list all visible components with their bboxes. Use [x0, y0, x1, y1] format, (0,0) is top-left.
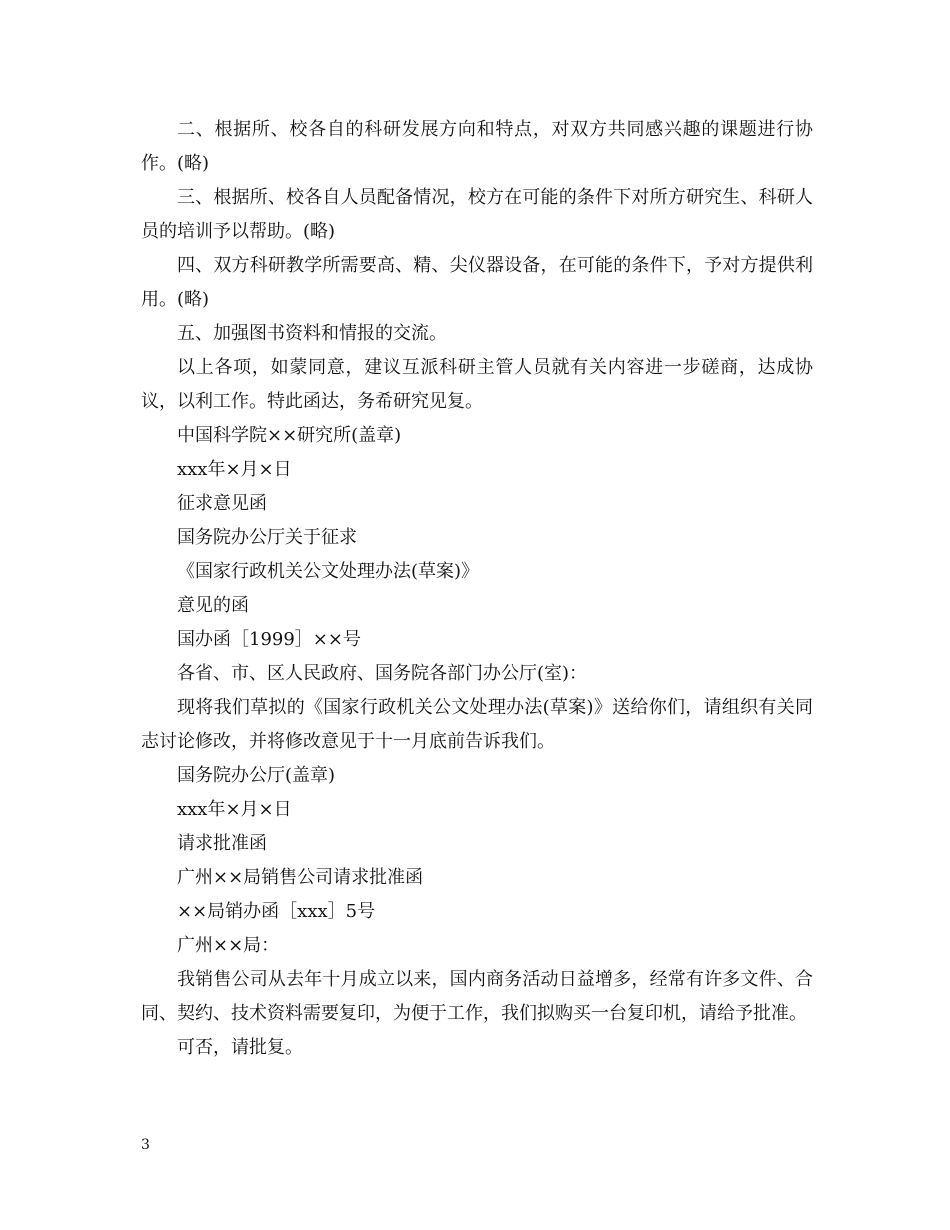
paragraph: 二、根据所、校各自的科研发展方向和特点，对双方共同感兴趣的课题进行协作。(略): [141, 119, 813, 174]
date-line: xxx年×月×日: [177, 459, 292, 480]
section-heading: 征求意见函: [177, 493, 267, 514]
document-number: 国办函［1999］××号: [177, 629, 361, 650]
paragraph: 四、双方科研教学所需要高、精、尖仪器设备，在可能的条件下，予对方提供利用。(略): [141, 255, 813, 310]
recipient-line: 广州××局：: [177, 935, 280, 956]
sender-signature: 国务院办公厅(盖章): [177, 765, 336, 786]
letter-title-line: 广州××局销售公司请求批准函: [177, 867, 424, 888]
sender-signature: 中国科学院××研究所(盖章): [177, 425, 402, 446]
document-body: [141, 113, 813, 1065]
paragraph: 我销售公司从去年十月成立以来，国内商务活动日益增多，经常有许多文件、合同、契约、技术资料需要复印，为便于工作，我们拟购买一台复印机，请给予批准。: [141, 969, 813, 1024]
paragraph: 现将我们草拟的《国家行政机关公文处理办法(草案)》送给你们，请组织有关同志讨论修改，并将修改意见于十一月底前告诉我们。: [141, 697, 813, 752]
section-heading: 请求批准函: [177, 833, 267, 854]
letter-title-line: 意见的函: [177, 595, 249, 616]
page-number: 3: [141, 1137, 150, 1153]
letter-title-line: 国务院办公厅关于征求: [177, 527, 357, 548]
paragraph: 可否，请批复。: [177, 1037, 303, 1058]
paragraph: 五、加强图书资料和情报的交流。: [177, 323, 447, 344]
paragraph: 以上各项，如蒙同意，建议互派科研主管人员就有关内容进一步磋商，达成协议，以利工作。特此函达，务希研究见复。: [141, 357, 813, 412]
date-line: xxx年×月×日: [177, 799, 292, 820]
paragraph: 三、根据所、校各自人员配备情况，校方在可能的条件下对所方研究生、科研人员的培训予以帮助。(略): [141, 187, 813, 242]
letter-title-line: 《国家行政机关公文处理办法(草案)》: [177, 561, 480, 582]
recipient-line: 各省、市、区人民政府、国务院各部门办公厅(室)：: [177, 663, 588, 684]
document-number: ××局销办函［xxx］5号: [177, 901, 376, 922]
